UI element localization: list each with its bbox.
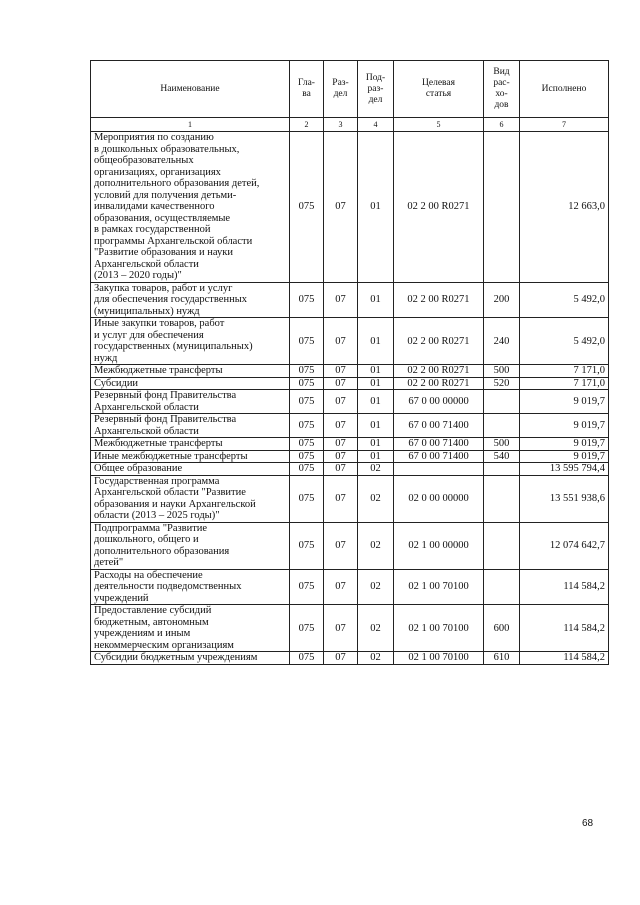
table-row <box>91 318 609 365</box>
cell-glava: 075 <box>290 390 324 414</box>
cell-name: Субсидии <box>91 377 290 390</box>
cell-target: 67 0 00 71400 <box>394 414 484 438</box>
cell-amount: 9 019,7 <box>520 450 609 463</box>
cell-vid: 500 <box>484 365 520 378</box>
cell-target: 67 0 00 71400 <box>394 450 484 463</box>
cell-glava: 075 <box>290 414 324 438</box>
cell-vid: 520 <box>484 377 520 390</box>
col-number: 5 <box>394 118 484 132</box>
cell-name: Расходы на обеспечение деятельности подведомственных учреждений <box>91 569 290 605</box>
cell-vid: 200 <box>484 282 520 318</box>
cell-glava: 075 <box>290 365 324 378</box>
cell-target: 02 2 00 R0271 <box>394 365 484 378</box>
header-vid: Вид рас- хо- дов <box>484 61 520 118</box>
table-row <box>91 132 609 283</box>
cell-razdel: 07 <box>324 318 358 365</box>
cell-vid <box>484 475 520 522</box>
cell-razdel: 07 <box>324 522 358 569</box>
cell-amount: 114 584,2 <box>520 605 609 652</box>
cell-target: 02 1 00 70100 <box>394 605 484 652</box>
cell-glava: 075 <box>290 450 324 463</box>
cell-glava: 075 <box>290 605 324 652</box>
cell-podrazdel: 02 <box>358 652 394 665</box>
cell-glava: 075 <box>290 463 324 476</box>
col-number: 3 <box>324 118 358 132</box>
cell-glava: 075 <box>290 132 324 283</box>
budget-table <box>90 60 609 665</box>
cell-name: Субсидии бюджетным учреждениям <box>91 652 290 665</box>
cell-name: Резервный фонд Правительства Архангельской области <box>91 390 290 414</box>
col-number: 6 <box>484 118 520 132</box>
cell-glava: 075 <box>290 522 324 569</box>
cell-razdel: 07 <box>324 652 358 665</box>
cell-podrazdel: 02 <box>358 463 394 476</box>
col-number: 1 <box>91 118 290 132</box>
cell-podrazdel: 01 <box>358 282 394 318</box>
cell-name: Предоставление субсидий бюджетным, автономным учреждениям и иным некоммерческим организациям <box>91 605 290 652</box>
cell-name: Межбюджетные трансферты <box>91 438 290 451</box>
cell-amount: 13 595 794,4 <box>520 463 609 476</box>
cell-podrazdel: 02 <box>358 522 394 569</box>
cell-razdel: 07 <box>324 463 358 476</box>
cell-razdel: 07 <box>324 390 358 414</box>
cell-razdel: 07 <box>324 475 358 522</box>
cell-amount: 13 551 938,6 <box>520 475 609 522</box>
cell-name: Иные межбюджетные трансферты <box>91 450 290 463</box>
table-row <box>91 522 609 569</box>
cell-name: Закупка товаров, работ и услуг для обеспечения государственных (муниципальных) нужд <box>91 282 290 318</box>
cell-podrazdel: 01 <box>358 390 394 414</box>
cell-vid <box>484 569 520 605</box>
table-row <box>91 450 609 463</box>
cell-amount: 9 019,7 <box>520 414 609 438</box>
table-row <box>91 569 609 605</box>
cell-razdel: 07 <box>324 450 358 463</box>
table-row <box>91 605 609 652</box>
cell-podrazdel: 01 <box>358 414 394 438</box>
page-number: 68 <box>582 818 594 829</box>
cell-razdel: 07 <box>324 282 358 318</box>
cell-razdel: 07 <box>324 377 358 390</box>
cell-name: Подпрограмма "Развитие дошкольного, общего и дополнительного образования детей" <box>91 522 290 569</box>
col-number: 4 <box>358 118 394 132</box>
cell-razdel: 07 <box>324 132 358 283</box>
cell-amount: 12 663,0 <box>520 132 609 283</box>
cell-name: Межбюджетные трансферты <box>91 365 290 378</box>
cell-razdel: 07 <box>324 414 358 438</box>
table-row <box>91 652 609 665</box>
table-row <box>91 463 609 476</box>
cell-amount: 114 584,2 <box>520 569 609 605</box>
cell-name: Резервный фонд Правительства Архангельской области <box>91 414 290 438</box>
cell-vid <box>484 414 520 438</box>
cell-glava: 075 <box>290 438 324 451</box>
cell-podrazdel: 01 <box>358 438 394 451</box>
col-number: 2 <box>290 118 324 132</box>
table-row <box>91 390 609 414</box>
cell-target: 02 1 00 70100 <box>394 652 484 665</box>
cell-glava: 075 <box>290 569 324 605</box>
cell-target: 67 0 00 71400 <box>394 438 484 451</box>
cell-vid: 500 <box>484 438 520 451</box>
cell-glava: 075 <box>290 377 324 390</box>
cell-vid <box>484 390 520 414</box>
table-row <box>91 365 609 378</box>
cell-target <box>394 463 484 476</box>
cell-podrazdel: 01 <box>358 365 394 378</box>
cell-name: Иные закупки товаров, работ и услуг для обеспечения государственных (муниципальных) нужд <box>91 318 290 365</box>
cell-podrazdel: 01 <box>358 377 394 390</box>
cell-target: 02 1 00 00000 <box>394 522 484 569</box>
cell-amount: 9 019,7 <box>520 438 609 451</box>
cell-name: Мероприятия по созданию в дошкольных образовательных, общеобразовательных организациях, организациях дополнительного образования детей, условий для получения детьми- инвалидами качественного образования, осуществляемые в рамках государственной программы Архангельской области "Развитие образования и науки Архангельской области (2013 – 2020 годы)" <box>91 132 290 283</box>
cell-podrazdel: 02 <box>358 605 394 652</box>
cell-amount: 9 019,7 <box>520 390 609 414</box>
cell-amount: 5 492,0 <box>520 318 609 365</box>
cell-vid <box>484 132 520 283</box>
cell-razdel: 07 <box>324 605 358 652</box>
cell-vid: 600 <box>484 605 520 652</box>
cell-podrazdel: 01 <box>358 450 394 463</box>
cell-target: 02 0 00 00000 <box>394 475 484 522</box>
table-header-row <box>91 61 609 118</box>
cell-target: 02 2 00 R0271 <box>394 377 484 390</box>
cell-target: 02 1 00 70100 <box>394 569 484 605</box>
table-row <box>91 377 609 390</box>
cell-glava: 075 <box>290 652 324 665</box>
cell-target: 02 2 00 R0271 <box>394 282 484 318</box>
cell-name: Общее образование <box>91 463 290 476</box>
cell-vid <box>484 463 520 476</box>
cell-glava: 075 <box>290 475 324 522</box>
cell-target: 02 2 00 R0271 <box>394 132 484 283</box>
cell-vid <box>484 522 520 569</box>
cell-glava: 075 <box>290 282 324 318</box>
cell-amount: 114 584,2 <box>520 652 609 665</box>
cell-vid: 610 <box>484 652 520 665</box>
table-row <box>91 438 609 451</box>
header-name: Наименование <box>91 61 290 118</box>
cell-razdel: 07 <box>324 365 358 378</box>
header-podrazdel: Под- раз- дел <box>358 61 394 118</box>
cell-vid: 240 <box>484 318 520 365</box>
header-target: Целевая статья <box>394 61 484 118</box>
cell-razdel: 07 <box>324 438 358 451</box>
cell-razdel: 07 <box>324 569 358 605</box>
cell-glava: 075 <box>290 318 324 365</box>
cell-podrazdel: 02 <box>358 569 394 605</box>
table-row <box>91 414 609 438</box>
table-row <box>91 475 609 522</box>
cell-amount: 7 171,0 <box>520 377 609 390</box>
cell-target: 02 2 00 R0271 <box>394 318 484 365</box>
cell-vid: 540 <box>484 450 520 463</box>
cell-podrazdel: 01 <box>358 132 394 283</box>
cell-amount: 5 492,0 <box>520 282 609 318</box>
cell-amount: 12 074 642,7 <box>520 522 609 569</box>
col-number: 7 <box>520 118 609 132</box>
cell-podrazdel: 02 <box>358 475 394 522</box>
header-glava: Гла- ва <box>290 61 324 118</box>
table-row <box>91 282 609 318</box>
cell-amount: 7 171,0 <box>520 365 609 378</box>
cell-podrazdel: 01 <box>358 318 394 365</box>
cell-name: Государственная программа Архангельской области "Развитие образования и науки Архангельской области (2013 – 2025 годы)" <box>91 475 290 522</box>
cell-target: 67 0 00 00000 <box>394 390 484 414</box>
header-executed: Исполнено <box>520 61 609 118</box>
header-razdel: Раз- дел <box>324 61 358 118</box>
column-number-row <box>91 118 609 132</box>
